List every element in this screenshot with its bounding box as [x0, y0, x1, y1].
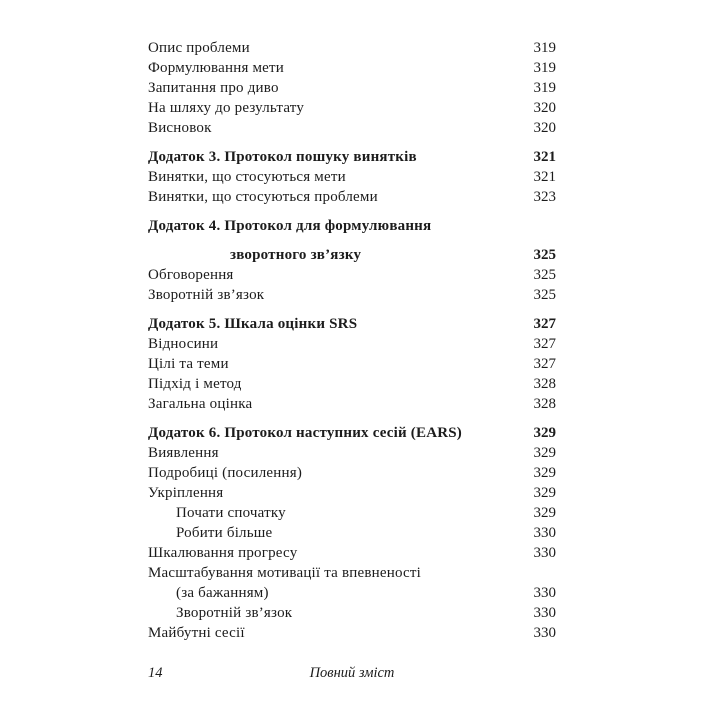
- toc-entry-label: Зворотній зв’язок: [176, 605, 293, 621]
- toc-entry-page: 323: [533, 189, 556, 205]
- toc-heading-row: [148, 245, 556, 265]
- toc-entry-page: 329: [533, 505, 556, 521]
- toc-entry-page: 320: [533, 100, 556, 116]
- toc-entry-label: Шкалювання прогресу: [148, 545, 298, 561]
- toc-entry-label: Почати спочатку: [176, 505, 286, 521]
- toc-entry-label: Загальна оцінка: [148, 396, 253, 412]
- toc-entry-label: Винятки, що стосуються проблеми: [148, 189, 378, 205]
- toc-entry-page: 320: [533, 120, 556, 136]
- toc-entry-label: Додаток 3. Протокол пошуку винятків: [148, 149, 417, 165]
- toc-entry-page: 330: [533, 545, 556, 561]
- toc-entry-row: [148, 334, 556, 354]
- toc-entry-label: зворотного зв’язку: [230, 247, 362, 263]
- toc-entry-label: Запитання про диво: [148, 80, 279, 96]
- toc-entry-page: 325: [533, 267, 556, 283]
- toc-entry-page: 321: [533, 149, 556, 165]
- toc-entry-row: [148, 503, 556, 523]
- toc-entry-page: 329: [533, 465, 556, 481]
- toc-entry-label: Обговорення: [148, 267, 234, 283]
- toc-entry-row: [148, 38, 556, 58]
- toc-entry-label: Додаток 5. Шкала оцінки SRS: [148, 316, 358, 332]
- toc-entry-row: [148, 483, 556, 503]
- toc-entry-label: Майбутні сесії: [148, 625, 245, 641]
- toc-entry-label: Масштабування мотивації та впевненості: [148, 565, 422, 581]
- toc-entry-row: [148, 543, 556, 563]
- toc-entry-row: [148, 443, 556, 463]
- toc-entry-row: [148, 394, 556, 414]
- toc-entry-label: Цілі та теми: [148, 356, 229, 372]
- toc-entry-page: 329: [533, 445, 556, 461]
- toc-entry-label: Укріплення: [148, 485, 224, 501]
- toc-entry-row: [148, 623, 556, 643]
- toc-entry-page: 329: [533, 425, 556, 441]
- toc-entry-row: [148, 374, 556, 394]
- toc-entry-page: 328: [533, 396, 556, 412]
- toc-entry-row: [148, 58, 556, 78]
- toc-entry-row: [148, 187, 556, 207]
- toc-heading-row: [148, 216, 556, 236]
- toc-entry-page: 330: [533, 625, 556, 641]
- toc-entry-page: 319: [533, 60, 556, 76]
- toc-entry-row: [148, 523, 556, 543]
- toc-entry-label: Підхід і метод: [148, 376, 242, 392]
- toc-entry-row: [148, 583, 556, 603]
- toc-entry-row: [148, 285, 556, 305]
- toc-entry-page: 329: [533, 485, 556, 501]
- toc-heading-row: [148, 147, 556, 167]
- toc-entry-label: Зворотній зв’язок: [148, 287, 265, 303]
- toc-entry-label: (за бажанням): [176, 585, 269, 601]
- toc-entry-page: 327: [533, 356, 556, 372]
- toc-entry-page: 330: [533, 585, 556, 601]
- toc-entry-label: Відносини: [148, 336, 219, 352]
- toc-entry-page: 327: [533, 336, 556, 352]
- toc-entry-row: [148, 167, 556, 187]
- toc-entry-page: 330: [533, 525, 556, 541]
- toc-entry-label: Формулювання мети: [148, 60, 285, 76]
- toc-entry-label: Висновок: [148, 120, 212, 136]
- toc-entry-page: 325: [533, 287, 556, 303]
- toc-list: [148, 38, 556, 643]
- toc-entry-page: 325: [533, 247, 556, 263]
- toc-entry-row: [148, 463, 556, 483]
- toc-entry-label: Додаток 4. Протокол для формулювання: [148, 218, 432, 234]
- footer-section-title: Повний зміст: [309, 665, 395, 681]
- toc-entry-label: Робити більше: [176, 525, 273, 541]
- toc-entry-row: [148, 563, 556, 583]
- toc-entry-label: Виявлення: [148, 445, 219, 461]
- toc-entry-page: 321: [533, 169, 556, 185]
- toc-entry-page: 330: [533, 605, 556, 621]
- toc-entry-row: [148, 603, 556, 623]
- toc-heading-row: [148, 423, 556, 443]
- toc-entry-page: 319: [533, 80, 556, 96]
- toc-entry-label: Додаток 6. Протокол наступних сесій (EARS): [148, 425, 462, 441]
- toc-entry-row: [148, 265, 556, 285]
- toc-entry-label: Опис проблеми: [148, 40, 250, 56]
- toc-entry-row: [148, 118, 556, 138]
- toc-entry-label: Подробиці (посилення): [148, 465, 303, 481]
- footer-page-number: 14: [148, 665, 163, 681]
- toc-entry-label: Винятки, що стосуються мети: [148, 169, 346, 185]
- toc-entry-row: [148, 354, 556, 374]
- toc-heading-row: [148, 314, 556, 334]
- toc-entry-page: 328: [533, 376, 556, 392]
- toc-entry-page: 319: [533, 40, 556, 56]
- toc-entry-label: На шляху до результату: [148, 100, 305, 116]
- toc-entry-row: [148, 98, 556, 118]
- toc-entry-page: 327: [533, 316, 556, 332]
- toc-entry-row: [148, 78, 556, 98]
